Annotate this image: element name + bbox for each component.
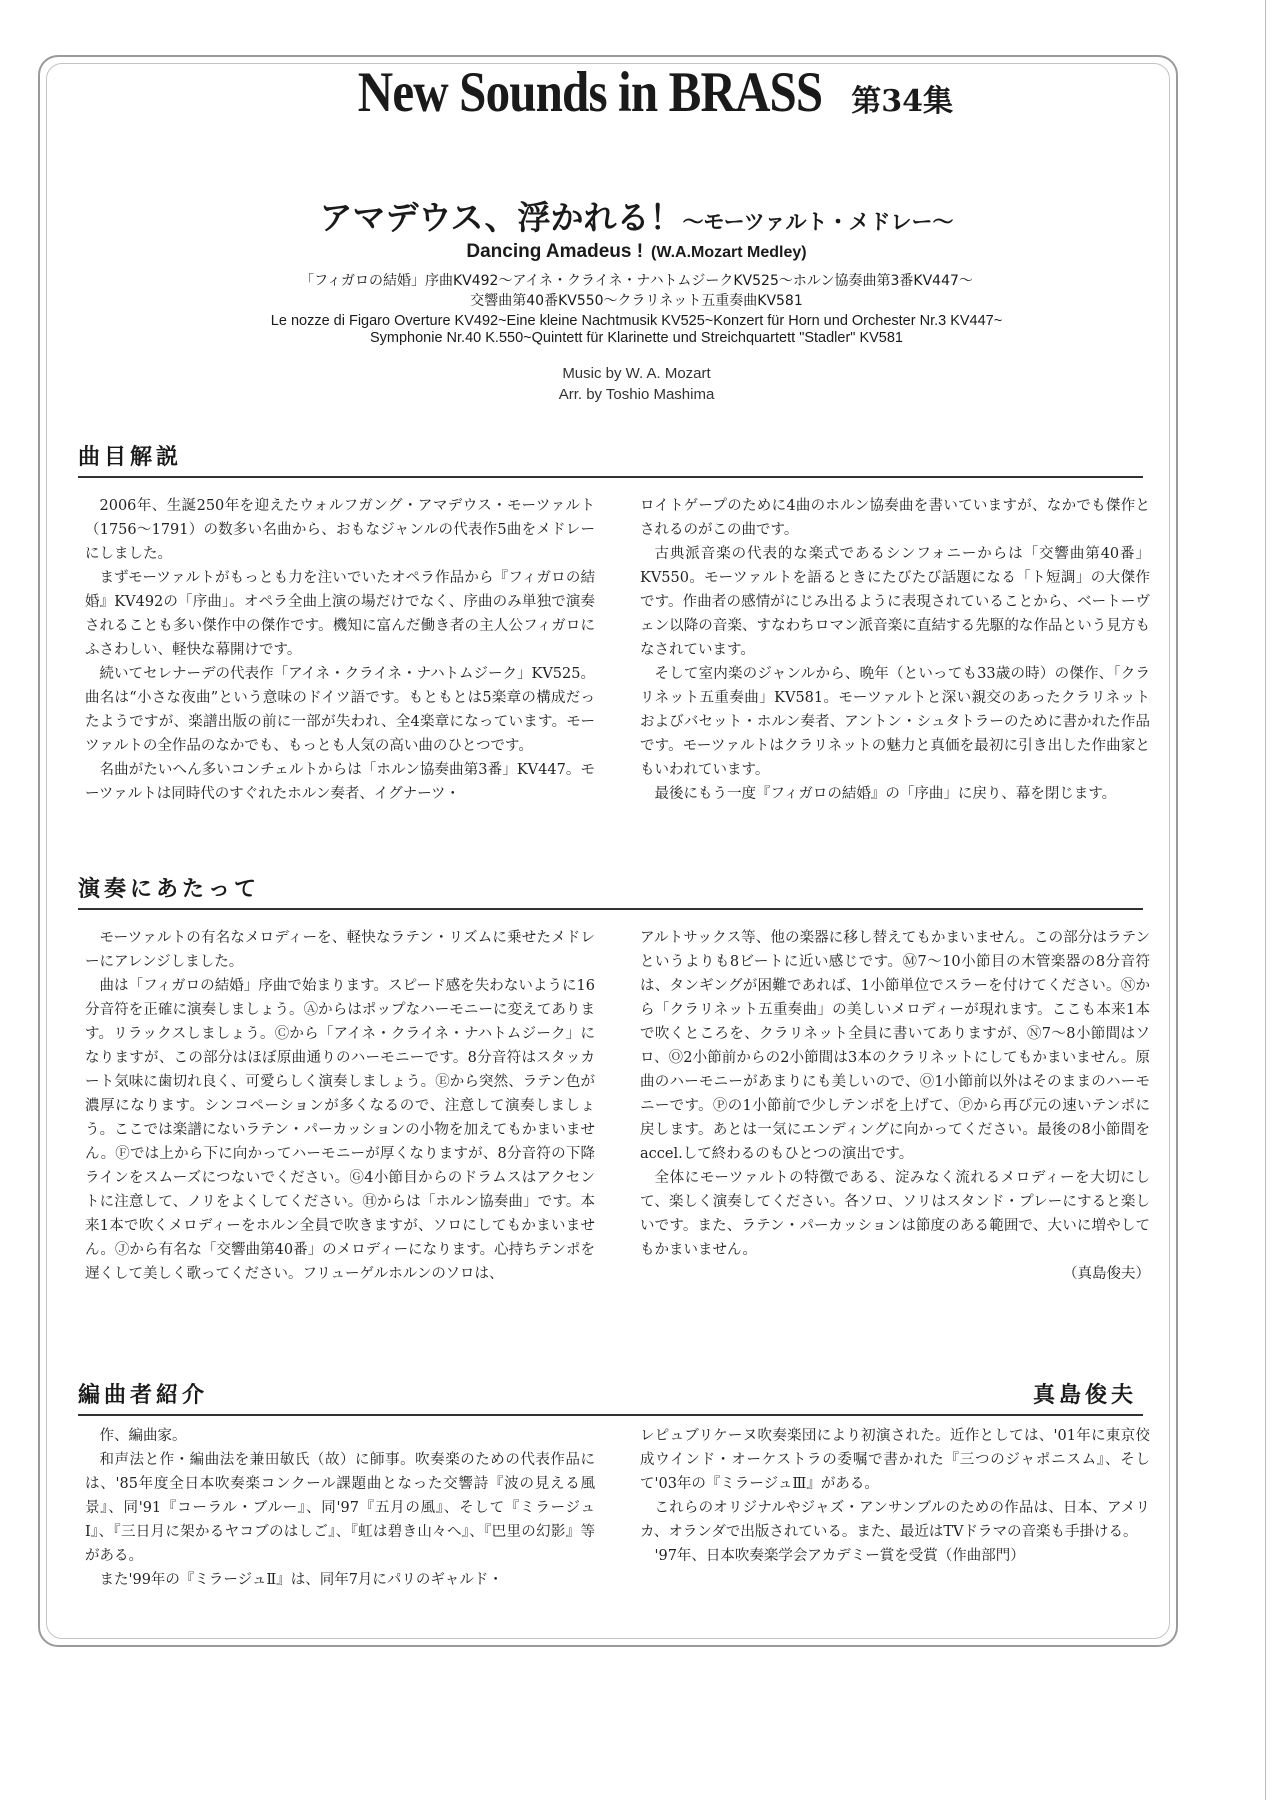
arranger-right-column [640, 1424, 1150, 1568]
section-title: 演奏にあたって [78, 877, 261, 902]
paragraph: 2006年、生誕250年を迎えたウォルフガング・アマデウス・モーツァルト（1756〜1791）の数多い名曲から、おもなジャンルの代表作5曲をメドレーにしました。 [85, 498, 595, 562]
paragraph: 作、編曲家。 [99, 1428, 187, 1444]
paragraph: アルトサックス等、他の楽器に移し替えてもかまいません。この部分はラテンというよりも8ビートに近い感じです。Ⓜ7〜10小節目の木管楽器の8分音符は、タンギングが困難であれば、1小節単位でスラーを付けてください。Ⓝから「クラリネット五重奏曲」の美しいメロディーが現れます。ここも本来1本で吹くところを、クラリネット全員に書いてありますが、Ⓝ7〜8小節間はソロ、Ⓞ2小節前からの2小節間は3本のクラリネットにしてもかまいません。原曲のハーモニーがあまりにも美しいので、Ⓞ1小節前以外はそのままのハーモニーです。Ⓟの1小節前で少しテンポを上げて、Ⓟから再び元の速いテンポに戻します。あとは一気にエンディングに向かってください。最後の8小節間をaccel.して終わるのもひとつの演出です。 [640, 930, 1150, 1162]
title-english-main: Dancing Amadeus ! [466, 241, 644, 262]
section-heading-arranger-profile [78, 1382, 1143, 1416]
paragraph: 最後にもう一度『フィガロの結婚』の「序曲」に戻り、幕を閉じます。 [654, 786, 1117, 802]
pieces-list-original [0, 313, 1273, 347]
program-notes-left-column [85, 494, 595, 806]
piece-title-block [0, 192, 1273, 405]
section-heading-performance-notes [78, 876, 1143, 910]
paragraph: これらのオリジナルやジャズ・アンサンブルのための作品は、日本、アメリカ、オランダで出版されている。また、最近はTVドラマの音楽も手掛ける。 [640, 1500, 1150, 1540]
pieces-de-line-2: Symphonie Nr.40 K.550~Quintett für Klarinette und Streichquartett "Stadler" KV581 [369, 330, 903, 346]
arranger-left-column [85, 1424, 595, 1592]
paragraph: 続いてセレナーデの代表作「アイネ・クライネ・ナハトムジーク」KV525。曲名は“小さな夜曲”という意味のドイツ語です。もともとは5楽章の構成だったようですが、楽譜出版の前に一部が失われ、全4楽章になっています。モーツァルトの全作品のなかでも、もっとも人気の高い曲のひとつです。 [85, 666, 595, 754]
pieces-de-line-1: Le nozze di Figaro Overture KV492~Eine kleine Nachtmusik KV525~Konzert für Horn und Orchester Nr.3 KV447~ [270, 313, 1003, 329]
piece-title-japanese [0, 192, 1273, 239]
section-title: 曲目解説 [78, 445, 183, 470]
music-by: Music by W. A. Mozart [562, 365, 711, 382]
title-english-sub: (W.A.Mozart Medley) [651, 244, 807, 261]
paragraph: 全体にモーツァルトの特徴である、淀みなく流れるメロディーを大切にして、楽しく演奏してください。各ソロ、ソリはスタンド・プレーにすると楽しいです。また、ラテン・パーカッションは節度のある範囲で、大いに増やしてもかまいません。 [640, 1170, 1150, 1258]
paragraph: そして室内楽のジャンルから、晩年（といっても33歳の時）の傑作、「クラリネット五重奏曲」KV581。モーツァルトと深い親交のあったクラリネットおよびバセット・ホルン奏者、アントン・シュタトラーのために書かれた作品です。モーツァルトはクラリネットの魅力と真価を最初に引き出した作曲家ともいわれています。 [640, 666, 1150, 778]
paragraph: '97年、日本吹奏楽学会アカデミー賞を受賞（作曲部門） [654, 1548, 1025, 1564]
title-subtitle: 〜モーツァルト・メドレー〜 [682, 210, 954, 234]
piece-title-english [0, 241, 1273, 263]
paragraph: 古典派音楽の代表的な楽式であるシンフォニーからは「交響曲第40番」KV550。モーツァルトを語るときにたびたび話題になる「ト短調」の大傑作です。作曲者の感情がにじみ出るように表現されていることから、ベートーヴェン以降の音楽、すなわちロマン派音楽に直結する先駆的な作品という見方もなされています。 [640, 546, 1150, 658]
performance-notes-right-column [640, 926, 1150, 1286]
program-notes-right-column [640, 494, 1150, 806]
paragraph: ロイトゲープのために4曲のホルン協奏曲を書いていますが、なかでも傑作とされるのがこの曲です。 [640, 498, 1150, 538]
arranged-by: Arr. by Toshio Mashima [558, 386, 715, 403]
pieces-jp-line-2: 交響曲第40番KV550〜クラリネット五重奏曲KV581 [470, 293, 803, 309]
paragraph: 名曲がたいへん多いコンチェルトからは「ホルン協奏曲第3番」KV447。モーツァルトは同時代のすぐれたホルン奏者、イグナーツ・ [85, 762, 595, 802]
signature: （真島俊夫） [1063, 1266, 1150, 1282]
credits [0, 363, 1273, 405]
arranger-name: 真島俊夫 [1032, 1383, 1137, 1408]
pieces-jp-line-1: 「フィガロの結婚」序曲KV492〜アイネ・クライネ・ナハトムジークKV525〜ホルン協奏曲第3番KV447〜 [300, 273, 973, 289]
paragraph: まずモーツァルトがもっとも力を注いでいたオペラ作品から『フィガロの結婚』KV492の「序曲」。オペラ全曲上演の場だけでなく、序曲のみ単独で演奏されることも多い傑作中の傑作です。機知に富んだ働き者の主人公フィガロにふさわしい、軽快な幕開けです。 [85, 570, 595, 658]
paragraph: モーツァルトの有名なメロディーを、軽快なラテン・リズムに乗せたメドレーにアレンジしました。 [85, 930, 595, 970]
masthead [0, 60, 1273, 125]
section-heading-program-notes [78, 444, 1143, 478]
paragraph: レピュブリケーヌ吹奏楽団により初演された。近作としては、'01年に東京佼成ウインド・オーケストラの委嘱で書かれた『三つのジャポニスム』、そして'03年の『ミラージュⅢ』がある。 [640, 1428, 1150, 1492]
section-title: 編曲者紹介 [78, 1383, 209, 1408]
paragraph: 曲は「フィガロの結婚」序曲で始まります。スピード感を失わないように16分音符を正確に演奏しましょう。Ⓐからはポップなハーモニーに変えてあります。リラックスしましょう。Ⓒから「アイネ・クライネ・ナハトムジーク」になりますが、この部分はほぼ原曲通りのハーモニーです。8分音符はスタッカート気味に歯切れ良く、可愛らしく演奏しましょう。Ⓔから突然、ラテン色が濃厚になります。シンコペーションが多くなるので、注意して演奏しましょう。ここでは楽譜にないラテン・パーカッションの小物を加えてもかまいません。Ⓕでは上から下に向かってハーモニーが厚くなりますが、8分音符の下降ラインをスムーズにつないでください。Ⓖ4小節目からのドラムスはアクセントに注意して、ノリをよくしてください。Ⓗからは「ホルン協奏曲」です。本来1本で吹くメロディーをホルン全員で吹きますが、ソロにしてもかまいません。Ⓙから有名な「交響曲第40番」のメロディーになります。心持ちテンポを遅くして美しく歌ってください。フリューゲルホルンのソロは、 [85, 978, 595, 1282]
paragraph: 和声法と作・編曲法を兼田敏氏（故）に師事。吹奏楽のための代表作品には、'85年度全日本吹奏楽コンクール課題曲となった交響詩『波の見える風景』、同'91『コーラル・ブルー』、同'97『五月の風』、そして『ミラージュⅠ』、『三日月に架かるヤコブのはしご』、『虹は碧き山々へ』、『巴里の幻影』等がある。 [85, 1452, 595, 1564]
performance-notes-left-column [85, 926, 595, 1286]
volume-label: 第34集 [851, 84, 953, 119]
paragraph: また'99年の『ミラージュⅡ』は、同年7月にパリのギャルド・ [99, 1572, 503, 1588]
pieces-list-japanese [0, 271, 1273, 311]
series-title: New Sounds in BRASS [357, 61, 823, 124]
title-main: アマデウス、浮かれる！ [319, 198, 683, 237]
